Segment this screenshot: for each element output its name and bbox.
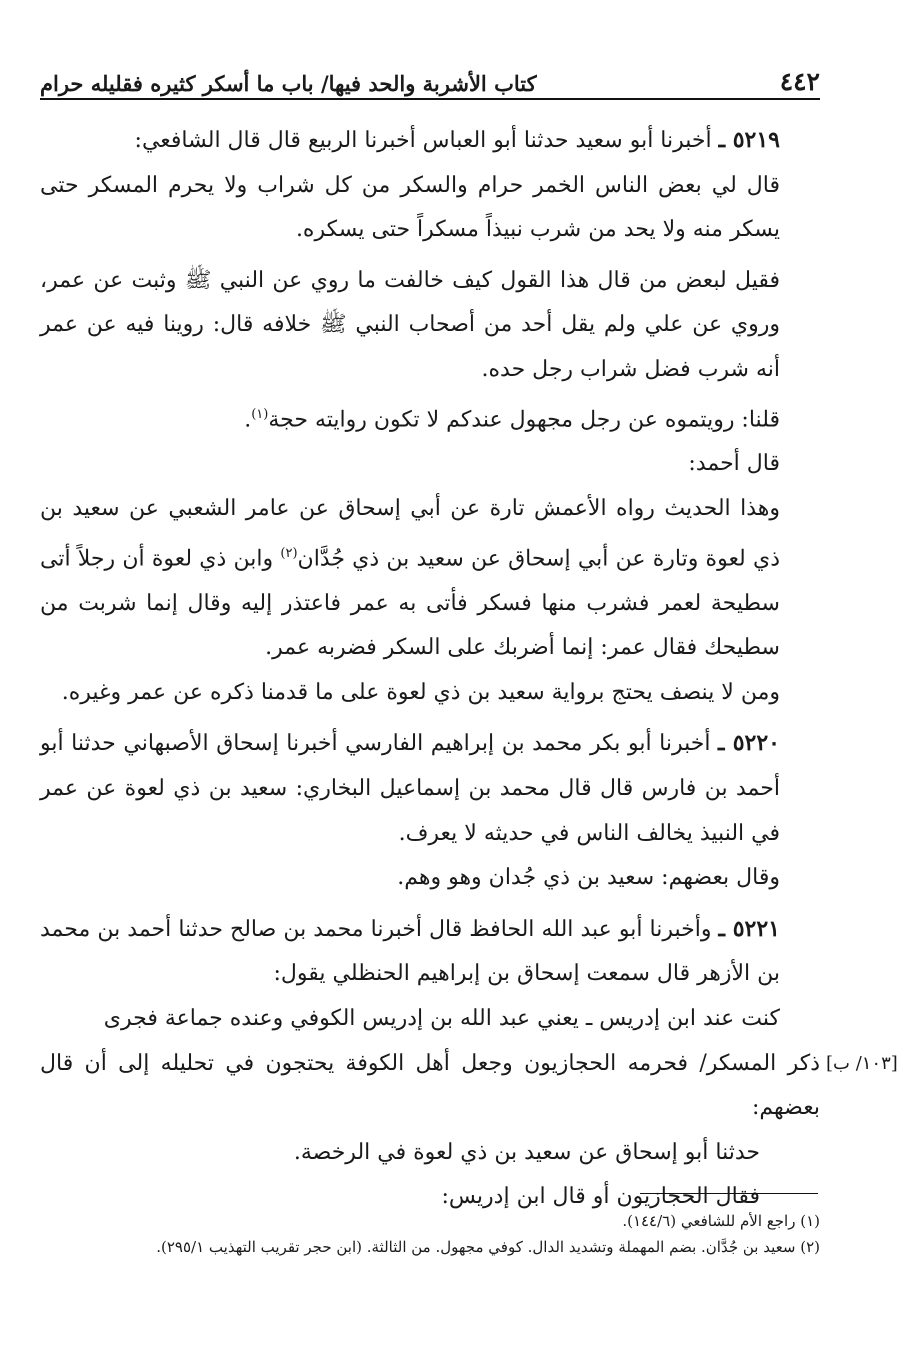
paragraph: فقيل لبعض من قال هذا القول كيف خالفت ما روي عن النبي ﷺ وثبت عن عمر، وروي عن علي ولم يقل أحد من أصحاب النبي ﷺ خلافه قال: روينا فيه عن عمر أنه شرب فضل شراب رجل حده. <box>40 267 780 382</box>
hadith-5219 <box>40 118 820 164</box>
paragraph: قال لي بعض الناس الخمر حرام والسكر من كل شراب ولا يحرم المسكر حتى يسكر منه ولا يحد من شرب نبيذاً مسكراً حتى يسكره. <box>40 172 780 243</box>
paragraph-end: . <box>244 406 252 432</box>
quote-line: حدثنا أبو إسحاق عن سعيد بن ذي لعوة في الرخصة. <box>293 1139 760 1165</box>
footnote-marker[interactable]: (١) <box>251 406 269 422</box>
manuscript-folio-ref: [١٠٣/ ب] <box>826 1052 898 1074</box>
paragraph <box>40 1042 898 1131</box>
paragraph-text: قلنا: رويتموه عن رجل مجهول عندكم لا تكون روايته حجة <box>268 406 780 432</box>
paragraph <box>40 487 820 671</box>
footnote-2: (٢) سعيد بن جُدَّان. بضم المهملة وتشديد الدال. كوفي مجهول. من الثالثة. (ابن حجر تقريب التهذيب ٢٩٥/١). <box>156 1238 820 1256</box>
main-text <box>40 118 898 1220</box>
footnotes <box>40 1208 820 1260</box>
hadith-text: أخبرنا أبو بكر محمد بن إبراهيم الفارسي أخبرنا إسحاق الأصبهاني حدثنا أبو أحمد بن فارس قال قال محمد بن إسماعيل البخاري: سعيد بن ذي لعوة عن عمر في النبيذ يخالف الناس في حديثه لا يعرف. <box>40 731 780 846</box>
running-title: كتاب الأشربة والحد فيها/ باب ما أسكر كثيره فقليله حرام <box>40 71 537 96</box>
paragraph: وقال بعضهم: سعيد بن ذي جُدان وهو وهم. <box>397 865 780 891</box>
hadith-5221 <box>40 907 820 997</box>
page-number: ٤٤٢ <box>779 67 820 96</box>
paragraph: كنت عند ابن إدريس ـ يعني عبد الله بن إدريس الكوفي وعنده جماعة فجرى <box>103 1005 780 1031</box>
hadith-text: وأخبرنا أبو عبد الله الحافظ قال أخبرنا محمد بن صالح حدثنا أحمد بن محمد بن الأزهر قال سمعت إسحاق بن إبراهيم الحنظلي يقول: <box>40 916 780 987</box>
page-header <box>40 56 820 96</box>
quote-line: فقال الحجازيون أو قال ابن إدريس: <box>441 1184 760 1210</box>
hadith-number: ٥٢٢٠ ـ <box>718 730 780 757</box>
paragraph-text: وهذا الحديث رواه الأعمش تارة عن أبي إسحاق عن عامر الشعبي عن سعيد بن ذي لعوة وتارة عن أبي إسحاق عن سعيد بن ذي جُدَّان <box>40 496 780 571</box>
header-rule <box>40 98 820 100</box>
paragraph-text: وابن ذي لعوة أن رجلاً أتى سطيحة لعمر فشرب منها فسكر فأتى به عمر فاعتذر إليه وقال إنما شربت من سطيحك فقال عمر: إنما أضربك على السكر فضربه عمر. <box>40 546 780 661</box>
hadith-number: ٥٢٢١ ـ <box>718 915 780 942</box>
paragraph-text: ذكر المسكر/ فحرمه الحجازيون وجعل أهل الكوفة يحتجون في تحليله إلى أن قال بعضهم: <box>40 1050 820 1121</box>
hadith-number: ٥٢١٩ ـ <box>718 127 780 153</box>
footnote-marker[interactable]: (٢) <box>280 545 298 561</box>
footnote-1: (١) راجع الأم للشافعي (١٤٤/٦). <box>622 1212 820 1230</box>
paragraph: قال أحمد: <box>688 451 780 477</box>
hadith-5220 <box>40 721 820 856</box>
paragraph: ومن لا ينصف يحتج برواية سعيد بن ذي لعوة على ما قدمنا ذكره عن عمر وغيره. <box>61 679 780 705</box>
hadith-text: أخبرنا أبو سعيد حدثنا أبو العباس أخبرنا الربيع قال قال الشافعي: <box>134 128 719 153</box>
paragraph <box>40 393 820 443</box>
footnote-rule <box>640 1193 818 1194</box>
